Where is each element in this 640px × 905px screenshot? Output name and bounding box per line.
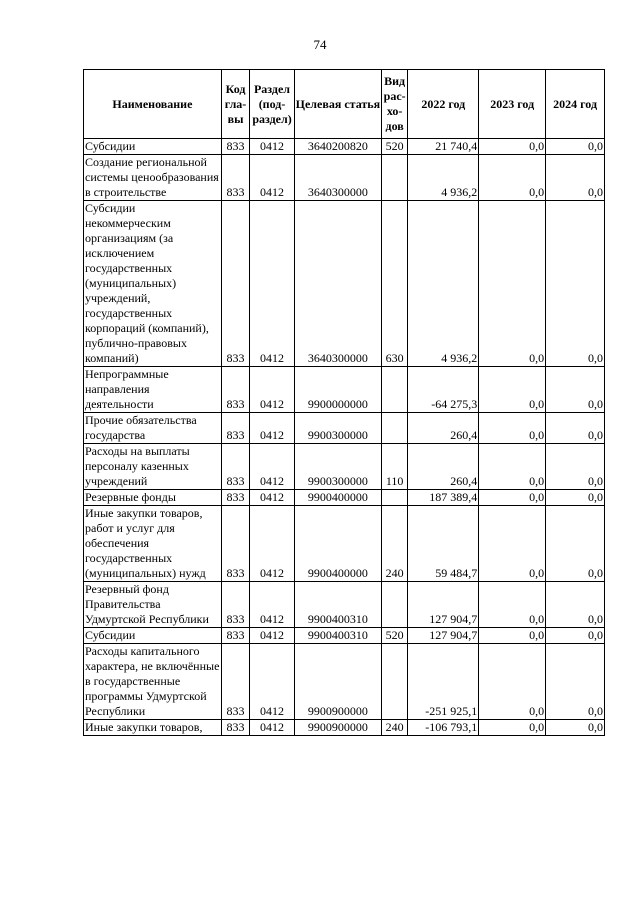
cell-y2022: 260,4 xyxy=(408,413,479,444)
table-row xyxy=(84,628,605,644)
cell-name: Иные закупки товаров, работ и услуг для обеспечения государственных (муниципальных) нужд xyxy=(84,506,222,582)
table-header-row xyxy=(84,70,605,139)
table-row xyxy=(84,139,605,155)
table-body xyxy=(84,139,605,736)
cell-y2024: 0,0 xyxy=(546,367,605,413)
cell-name: Расходы на выплаты персоналу казенных учреждений xyxy=(84,444,222,490)
cell-y2024: 0,0 xyxy=(546,444,605,490)
cell-name: Создание региональной системы ценообразования в строительстве xyxy=(84,155,222,201)
table-row xyxy=(84,367,605,413)
header-2022: 2022 год xyxy=(408,70,479,139)
cell-y2023: 0,0 xyxy=(479,139,546,155)
cell-code: 833 xyxy=(221,628,249,644)
cell-y2023: 0,0 xyxy=(479,367,546,413)
cell-y2022: -251 925,1 xyxy=(408,644,479,720)
cell-y2023: 0,0 xyxy=(479,490,546,506)
header-name: Наименование xyxy=(84,70,222,139)
cell-name: Непрограммные направления деятельности xyxy=(84,367,222,413)
cell-y2024: 0,0 xyxy=(546,155,605,201)
cell-y2024: 0,0 xyxy=(546,139,605,155)
cell-target: 9900400310 xyxy=(294,582,381,628)
cell-y2024: 0,0 xyxy=(546,413,605,444)
header-target: Целевая статья xyxy=(294,70,381,139)
cell-y2022: -106 793,1 xyxy=(408,720,479,736)
cell-y2024: 0,0 xyxy=(546,582,605,628)
cell-target: 3640300000 xyxy=(294,201,381,367)
cell-kind: 520 xyxy=(381,628,407,644)
cell-target: 3640200820 xyxy=(294,139,381,155)
cell-section: 0412 xyxy=(250,506,295,582)
cell-code: 833 xyxy=(221,139,249,155)
cell-kind: 520 xyxy=(381,139,407,155)
cell-y2022: 59 484,7 xyxy=(408,506,479,582)
budget-table xyxy=(83,69,605,736)
cell-name: Иные закупки товаров, xyxy=(84,720,222,736)
header-code: Код гла-вы xyxy=(221,70,249,139)
cell-name: Субсидии xyxy=(84,139,222,155)
cell-kind: 240 xyxy=(381,720,407,736)
table-row xyxy=(84,490,605,506)
cell-y2023: 0,0 xyxy=(479,628,546,644)
cell-y2022: 4 936,2 xyxy=(408,201,479,367)
header-kind: Вид рас-хо-дов xyxy=(381,70,407,139)
cell-y2022: 187 389,4 xyxy=(408,490,479,506)
cell-target: 9900000000 xyxy=(294,367,381,413)
cell-y2023: 0,0 xyxy=(479,444,546,490)
cell-target: 3640300000 xyxy=(294,155,381,201)
cell-y2022: 127 904,7 xyxy=(408,628,479,644)
cell-y2022: 4 936,2 xyxy=(408,155,479,201)
cell-section: 0412 xyxy=(250,582,295,628)
cell-name: Расходы капитального характера, не включённые в государственные программы Удмуртской Республики xyxy=(85,644,220,718)
cell-section: 0412 xyxy=(250,367,295,413)
table-row xyxy=(84,644,605,720)
table-row xyxy=(84,582,605,628)
cell-target: 9900400000 xyxy=(294,490,381,506)
cell-kind xyxy=(381,367,407,413)
table-row xyxy=(84,413,605,444)
cell-target: 9900900000 xyxy=(294,644,381,720)
cell-target: 9900300000 xyxy=(294,413,381,444)
cell-name: Субсидии xyxy=(84,628,222,644)
cell-code: 833 xyxy=(221,644,249,720)
cell-target: 9900400310 xyxy=(294,628,381,644)
header-section: Раздел (под-раздел) xyxy=(250,70,295,139)
cell-y2023: 0,0 xyxy=(479,201,546,367)
cell-section: 0412 xyxy=(250,644,295,720)
cell-section: 0412 xyxy=(250,201,295,367)
cell-kind: 240 xyxy=(381,506,407,582)
cell-kind xyxy=(381,644,407,720)
cell-kind: 630 xyxy=(381,201,407,367)
cell-y2024: 0,0 xyxy=(546,201,605,367)
cell-name: Прочие обязательства государства xyxy=(84,413,222,444)
table-row xyxy=(84,720,605,736)
cell-name: Субсидии некоммерческим организациям (за исключением государственных (муниципальных) учреждений, государственных корпораций (компаний), публично-правовых компаний) xyxy=(84,201,222,367)
table-row xyxy=(84,444,605,490)
cell-y2022: 21 740,4 xyxy=(408,139,479,155)
cell-target: 9900400000 xyxy=(294,506,381,582)
cell-kind xyxy=(381,155,407,201)
cell-code: 833 xyxy=(221,201,249,367)
header-2023: 2023 год xyxy=(479,70,546,139)
cell-y2024: 0,0 xyxy=(546,490,605,506)
cell-target: 9900300000 xyxy=(294,444,381,490)
cell-section: 0412 xyxy=(250,413,295,444)
page-number: 74 xyxy=(313,37,327,52)
cell-section: 0412 xyxy=(250,720,295,736)
cell-y2024: 0,0 xyxy=(546,628,605,644)
cell-name: Резервный фонд Правительства Удмуртской Республики xyxy=(84,582,222,628)
cell-y2024: 0,0 xyxy=(546,644,605,720)
cell-y2022: -64 275,3 xyxy=(408,367,479,413)
cell-kind xyxy=(381,490,407,506)
cell-target: 9900900000 xyxy=(294,720,381,736)
cell-kind xyxy=(381,413,407,444)
cell-y2023: 0,0 xyxy=(479,582,546,628)
cell-code: 833 xyxy=(221,720,249,736)
cell-code: 833 xyxy=(221,506,249,582)
cell-section: 0412 xyxy=(250,628,295,644)
cell-section: 0412 xyxy=(250,490,295,506)
cell-section: 0412 xyxy=(250,139,295,155)
cell-code: 833 xyxy=(221,490,249,506)
cell-y2023: 0,0 xyxy=(479,644,546,720)
cell-code: 833 xyxy=(221,367,249,413)
table-row xyxy=(84,201,605,367)
cell-section: 0412 xyxy=(250,444,295,490)
table-row xyxy=(84,506,605,582)
header-2024: 2024 год xyxy=(546,70,605,139)
cell-code: 833 xyxy=(221,413,249,444)
cell-kind xyxy=(381,582,407,628)
cell-kind: 110 xyxy=(381,444,407,490)
cell-code: 833 xyxy=(221,155,249,201)
cell-y2022: 260,4 xyxy=(408,444,479,490)
cell-y2023: 0,0 xyxy=(479,155,546,201)
cell-y2022: 127 904,7 xyxy=(408,582,479,628)
cell-y2023: 0,0 xyxy=(479,720,546,736)
cell-y2023: 0,0 xyxy=(479,413,546,444)
cell-section: 0412 xyxy=(250,155,295,201)
cell-code: 833 xyxy=(221,444,249,490)
cell-code: 833 xyxy=(221,582,249,628)
cell-y2023: 0,0 xyxy=(479,506,546,582)
table-row xyxy=(84,155,605,201)
cell-name: Резервные фонды xyxy=(84,490,222,506)
cell-y2024: 0,0 xyxy=(546,720,605,736)
cell-y2024: 0,0 xyxy=(546,506,605,582)
